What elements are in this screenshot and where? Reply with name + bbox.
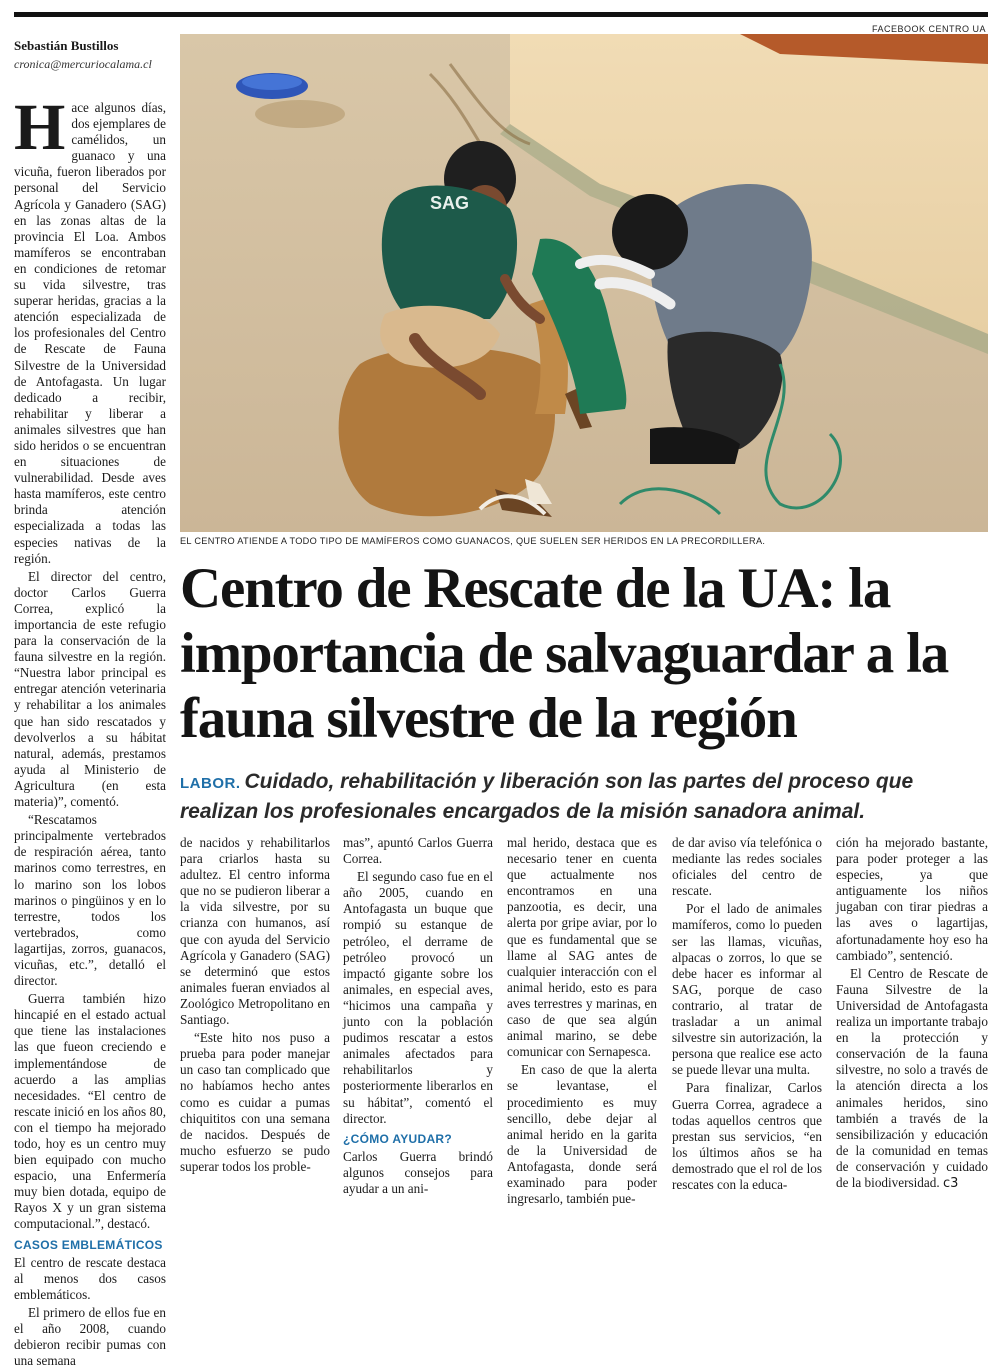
article-column-3 [343,835,493,1199]
article-column-5 [672,835,822,1195]
photo-caption: EL CENTRO ATIENDE A TODO TIPO DE MAMÍFEROS COMO GUANACOS, QUE SUELEN SER HERIDOS EN LA PRECORDILLERA. [180,536,766,546]
svg-text:SAG: SAG [430,193,470,213]
author-name: Sebastián Bustillos [14,38,119,53]
paragraph: Carlos Guerra brindó algunos consejos para ayudar a un ani- [343,1148,493,1196]
paragraph: de nacidos y rehabilitarlos para criarlos hasta su adultez. El centro informa que no se pudieron liberar a la vida silvestre, por su crianza con humanos, así que con ayuda del Servicio Agrícola y Ganadero (SAG) se determinó que estos animales fueran enviados al Zoológico Metropolitano en Santiago. [180,835,330,1028]
lead-paragraph: Hace algunos días, dos ejemplares de camélidos, un guanaco y una vicuña, fueron liberados por personal del Servicio Agrícola y Ganadero (SAG) en las zonas altas de la provincia El Loa. Ambos mamíferos se encontraban en condiciones de retomar su vida silvestre, tras superar heridas, gracias a la atención especializada de los profesionales del Centro de Rescate de Fauna Silvestre de la Universidad de Antofagasta. Un lugar dedicado a recibir, rehabilitar y liberar a animales silvestres que han sido heridos o se encuentran en situaciones de vulnerabilidad. Desde aves hasta mamíferos, este centro brinda atención especializada a todas las especies nativas de la región. [14,91,166,566]
paragraph: “Rescatamos principalmente vertebrados de respiración aérea, tanto marinos como terrestres, en lo marino son los lobos marinos o pingüinos y en lo terrestre, todos los vertebrados, como lagartijas, zorros, guanacos, vicuñas, etc.”, detalló el director. [14,812,166,989]
byline [14,38,174,72]
top-rule [14,12,988,17]
article-photo [180,34,988,532]
article-column-2 [180,835,330,1177]
paragraph: El director del centro, doctor Carlos Guerra Correa, explicó la importancia de este refugio para la conservación de la fauna silvestre en la región. “Nuestra labor principal es entregar atención veterinaria y rehabilitar a los animales que han sido rescatados y devolverlos a su hábitat natural, además, prestamos ayuda al Ministerio de Agricultura (en esta materia)”, comentó. [14,568,166,810]
paragraph: El Centro de Rescate de Fauna Silvestre de la Universidad de Antofagasta realiza un importante trabajo en la protección y conservación de la fauna silvestre, no solo a través de la atención directa a los animales heridos, sino también a través de la sensibilización y educación de la comunidad en temas de conservación y cuidado de la biodiversidad. c3 [836,965,988,1191]
author-email[interactable]: cronica@mercuriocalama.cl [14,57,152,71]
headline: Centro de Rescate de la UA: la importancia de salvaguardar a la fauna silvestre de la región [180,557,949,750]
deck-label: LABOR. [180,775,241,792]
article-column-6 [836,835,988,1194]
subheadline [180,768,980,826]
paragraph: El primero de ellos fue en el año 2008, cuando debieron recibir pumas con una semana [14,1304,166,1369]
end-mark-icon: c3 [942,1175,959,1191]
section-heading-ayudar: ¿CÓMO AYUDAR? [343,1131,453,1146]
paragraph: mas”, apuntó Carlos Guerra Correa. [343,835,493,867]
paragraph: mal herido, destaca que es necesario tener en cuenta que actualmente nos encontramos en una panzootia, es decir, una alerta por gripe aviar, por lo que es fundamental que se llame al SAG antes de cualquier interacción con el animal herido, esto es para aves terrestres y marinas, en caso de que sea algún animal marino, se debe comunicar con Sernapesca. [507,835,657,1060]
section-heading-casos: CASOS EMBLEMÁTICOS [14,1237,163,1252]
article-column-1 [14,91,166,1371]
paragraph: Por el lado de animales mamíferos, como lo pueden ser las llamas, vicuñas, alpacas o zorros, lo que se debe hacer es informar al SAG, porque de caso contrario, al tratar de trasladar a un animal silvestre sin autorización, la persona que realice ese acto se puede llevar una multa. [672,901,822,1078]
paragraph: En caso de que la alerta se levantase, el procedimiento es muy sencillo, debe dejar al animal herido en la garita de la Universidad de Antofagasta, donde será examinado para poder ingresarlo, también pue- [507,1062,657,1207]
deck-text: Cuidado, rehabilitación y liberación son las partes del proceso que realizan los profesionales encargados de la misión sanadora animal. [180,770,914,823]
paragraph: El centro de rescate destaca al menos dos casos emblemáticos. [14,1254,166,1302]
paragraph: El segundo caso fue en el año 2005, cuando en Antofagasta un buque que rompió su estanque de petróleo, el derrame de petróleo provocó un impactó gigante sobre los animales, en especial aves, “hicimos una campaña y junto con la población pudimos rescatar a estos animales afectados para rehabilitarlos y posteriormente liberarlos en su hábitat”, comentó el director. [343,869,493,1126]
paragraph: ción ha mejorado bastante, para poder proteger a las especies, ya que antiguamente los niños jugaban con tirar piedras a las aves o lagartijas, afortunadamente hoy eso ha cambiado”, sentenció. [836,835,988,963]
article-column-4 [507,835,657,1209]
paragraph: Guerra también hizo hincapié en el estado actual que tiene las instalaciones las que fueon creciendo e implementándose de acuerdo a las amplias necesidades. “El centro de rescate inició en los años 80, con el tiempo ha mejorado todo, hoy es un centro muy bien equipado con mucho espacio, una Enfermería muy bien dotada, equipo de Rayos X y un gran sistema computacional.”, destacó. [14,991,166,1232]
photo-credit: FACEBOOK CENTRO UA [871,24,986,34]
paragraph: Para finalizar, Carlos Guerra Correa, agradece a todas aquellos centros que prestan sus servicios, “en los últimos años se ha demostrado que el rol de los rescates con la educa- [672,1080,822,1192]
paragraph: de dar aviso vía telefónica o mediante las redes sociales oficiales del centro de rescate. [672,835,822,899]
drop-cap: H [14,91,66,164]
paragraph: “Este hito nos puso a prueba para poder manejar un caso tan complicado que no habíamos hecho antes como es cuidar a pumas chiquititos con una semana de nacidos. Después de mucho esfuerzo se pudo superar todos los proble- [180,1030,330,1174]
